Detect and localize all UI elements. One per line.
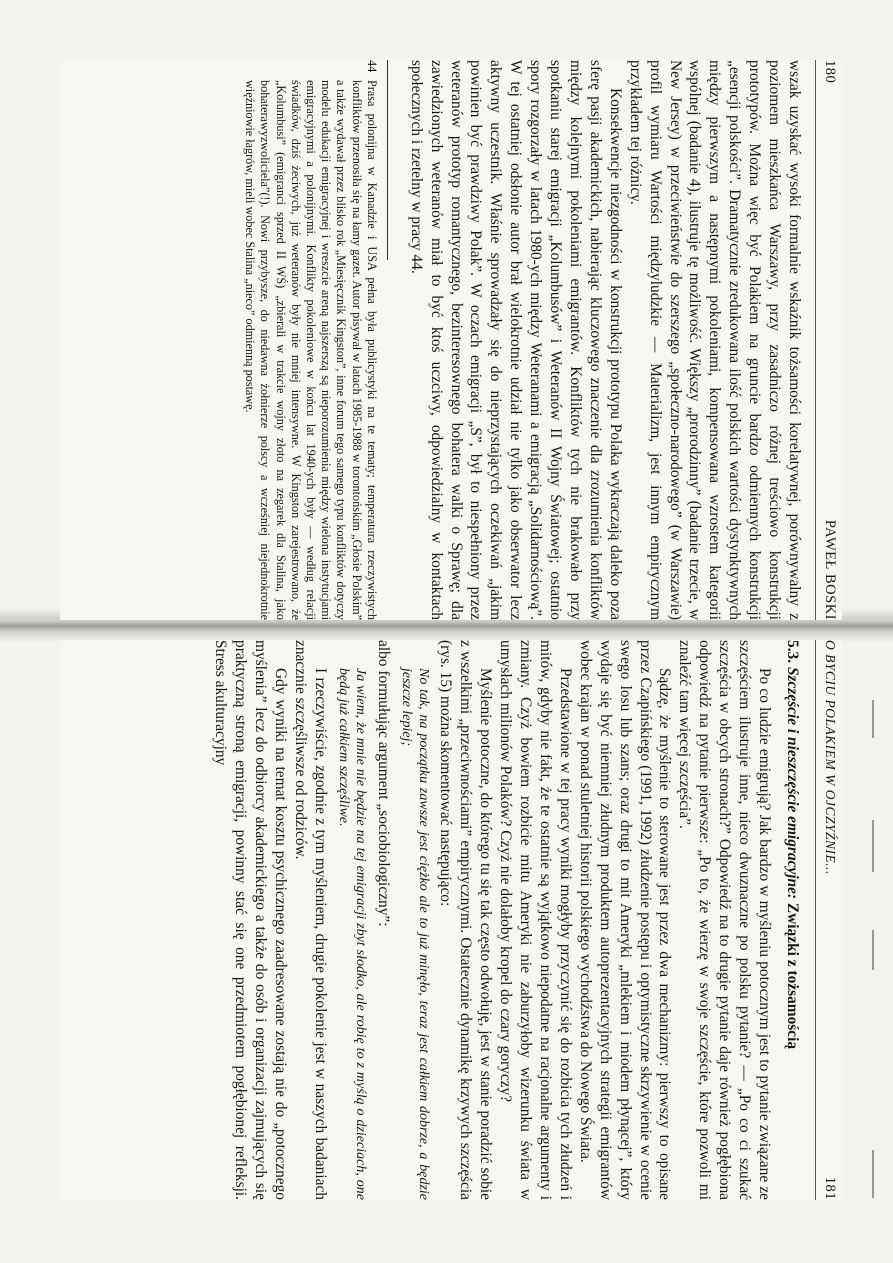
footnote-text: Prasa polonijna w Kanadzie i USA pełna była publicystyki na te tematy; temperatura rzeczywistych konfliktów przenosiła się na łamy gazet. Autor pisywał w latach 1985-1988 w torontońskim „Głosie Polskim” a także wydawał przez blisko rok „Miesięcznik Kingston”, inne forum tego samego typu konfliktów dotyczy modelu edukacji emigracyjnej i wreszcie areną najszerszą są nieporozumienia między wielona instytucjami emigracyjnymi a polonijnymi. Konflikty pokoleniowe w końcu lat 1940-ych były — według relacji świadków, dziś żeciwych, już weteranów były nie mniej intensywne. W Kingston zarejestrowano, że „Kolumbusi” (emigranci sprzed II WŚ) „zbierali w trakcie wojny złoto na zegarek dla Stalina, jako bohaterawyzwoliciela”(!). Nowi przybysze, do niedawna żołnierze polscy a wcześniej niejednokrotnie więźniowie łagrów, mieli wobec Stalina „nieco” odmienną postawę. [243,80,379,620]
margin-mark [872,1150,874,1198]
section-title-rest: Związki z tożsamością [784,902,801,1050]
paragraph: Gdy wyniki na temat kosztu psychicznego zaadresowane zostają nie do „potocznego myślenia” lecz do odbiorcy akademickiego a także do osób i organizacji zajmujących się praktyczną stroną emigracji, powinny stać się one przedmiotem pogłębionej refleksji. Stress akulturacyjny [212,640,289,1200]
paragraph: Przedstawione w tej pracy wyniki mogłyby przyczynić się do rozbicia tych złudzeń i mitów, gdyby nie fakt, że te ostatnie są wyjątkowo niepodatne na racjonalne argumenty i zmiany. Czyż bowiem rozbicie mitu Ameryki nie zaburzyłoby wizerunku świata w umysłach milionów Polaków? Czyż nie dolałoby kropel do czary goryczy? [497,640,574,1200]
footnote-mark: 44 [364,60,379,73]
quote: Ja wiem, że mnie nie będzie na tej emigracji zbyt słodko, ale robię to z myślą o dzieciach, one będą już całkiem szczęśliwe. [335,668,368,1200]
running-head: PAWEŁ BOSKI [822,519,838,620]
running-head: O BYCIU POLAKIEM W OJCZYŹNIE... [823,640,838,875]
paragraph: I rzeczywiście, zgodnie z tym myśleniem, drugie pokolenie jest w naszych badaniach znacznie szczęśliwsze od rodziców. [291,640,329,1200]
page-header [815,640,842,1200]
paragraph: Konsekwencje niezgodności w konstrukcji prototypu Polaka wykraczają daleko poza sferę pasji akademickich, nabierając kluczowego znaczenie dla zrozumienia konfliktów między kolejnymi pokoleniami emigrantów. Konfliktów tych nie brakowało przy spotkaniu starej emigracji „Kolumbusów” i Weteranów II Wojny Światowej; ostatnio spory rozgorzały w latach 1980-ych między Weteranami a emigracją „Solidarnościową”. W tej ostatniej odsłonie autor brał wielokrotnie udział nie tylko jako obserwator lecz aktywny uczestnik. Właśnie sprowadzały się do nieprzystających oczekiwań „jakim powinien być prawdziwy Polak”. W oczach emigracji „S”, był to niespełniony przez weteranów prototyp romantycznego, bezinteresownego bohatera walki o Sprawę; dla zawiedzionych weteranów miał to być ktoś uczciwy, odpowiedzialny w kontaktach społecznych i rzetelny w pracy 44. [407,60,624,620]
footnote-rule [387,60,388,260]
page-body [60,60,804,620]
margin-mark [872,700,874,738]
page-number: 181 [822,1176,838,1200]
margin-mark [872,820,874,872]
footnote [242,60,379,620]
page-body [60,640,804,1200]
paragraph: albo formułując argument „sociobiologiczny”: [374,640,392,927]
paragraph: Po co ludzie emigrują? Jak bardzo w myśleniu potocznym jest to pytanie związane ze szczęściem ilustruje inne, nieco dwuznaczne po polsku pytanie? — „Po co ci szukać szczęścia w obcych stronach?” Odpowiedź na to drugie pytanie daje również pogłębiona odpowiedź na pytanie pierwsze: „Po to, że wierzę w swoje szczęście, które pozwoli mi znaleźć tam więcej szczęścia”. [676,640,773,1200]
page-header [815,60,842,620]
margin-mark [872,930,874,970]
page-number: 180 [822,60,838,84]
page-181 [60,640,842,1200]
page-180 [60,60,842,620]
paragraph: Myślenie potoczne, do którego tu się tak często odwołuję, jest w stanie poradzić sobie z wszelkimi „przeciwnościami” empirycznymi. Ostatecznie dynamikę krzywych szczęścia (rys. 15) można skomentować następująco: [437,640,495,1200]
section-number: 5.3. [784,640,801,664]
quote: No tak, na początku zawsze jest ciężko ale to już minęło, teraz jest całkiem dobrze, a będzie jeszcze lepiej; [398,668,431,1200]
paragraph: wszak uzyskać wysoki formalnie wskaźnik tożsamości korelatywnej, porównywalny z poziomem mieszkańca Warszawy, przy zasadniczo różnej treściowo konstrukcji prototypów. Można więc być Polakiem na gruncie bardzo odmiennych konstrukcji „esencji polskości”. Dramatycznie zredukowana ilość polskich wartości dystynktywnych między pierwszym a następnymi pokoleniami, kompensowana wzrostem kategorii wspólnej (badanie 4), ilustruje tę możliwość. Większy „prorodzinny” (badanie trzecie, w New Jersey) w przeciwieństwie do szerszego „społeczno-narodowego” (w Warszawie) profil wymiaru Wartości międzyludzkie — Materializm, jest innym empirycznym przykładem tej różnicy. [626,60,803,620]
section-heading [782,640,802,1200]
paragraph: Sądzę, że myślenie to sterowane jest przez dwa mechanizmy: pierwszy to opisane przez Czapińskiego (1991, 1992) złudzenie postępu i optymistyczne skrzywienie w ocenie swego losu lub szans; oraz drugi to mit Ameryki „mlekiem i miodem płynącej”, który wydaje się być niemniej złudnym produktem autoprezentacyjnych strategii emigrantów wobec krajan w ponad stuletniej historii polskiego wychodźstwa do Nowego Świata. [576,640,674,1200]
section-title-lead: Szczęście i nieszczęście emigracyjne: [784,666,801,900]
